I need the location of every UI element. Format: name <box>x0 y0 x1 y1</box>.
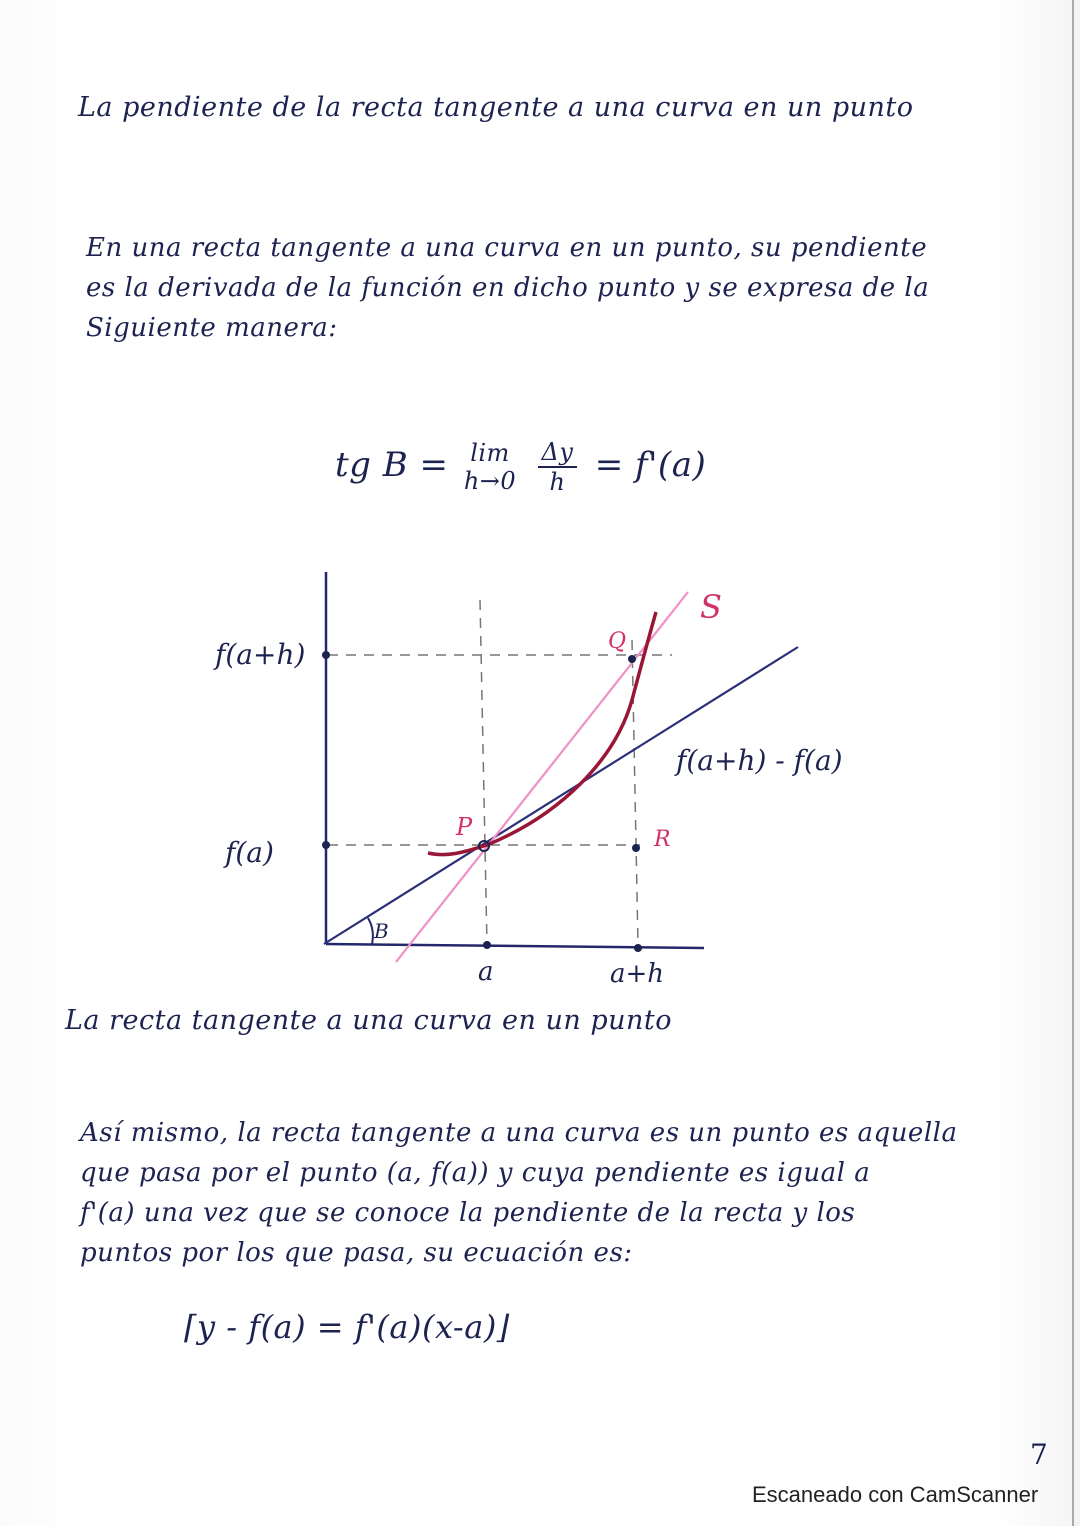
guide-a <box>480 600 487 945</box>
label-ah: a+h <box>610 959 665 989</box>
scanner-watermark: Escaneado con CamScanner <box>752 1482 1039 1507</box>
point-r <box>632 844 640 852</box>
page-number: 7 <box>1030 1438 1049 1471</box>
formula-rhs: = f'(a) <box>594 445 707 485</box>
point-fa-axis <box>322 841 330 849</box>
point-q <box>628 655 636 663</box>
figure-caption: La recta tangente a una curva en un punto <box>65 1005 673 1036</box>
paragraph-line: puntos por los que pasa, su ecuación es: <box>80 1238 633 1268</box>
label-fa: f(a) <box>225 836 274 869</box>
paragraph-line: que pasa por el punto (a, f(a)) y cuya pendiente es igual a <box>80 1158 871 1188</box>
limit-word: lim <box>470 439 510 467</box>
label-angle: B <box>374 919 389 943</box>
fraction-denominator: h <box>549 468 566 496</box>
label-p: P <box>456 813 473 841</box>
label-a: a <box>478 957 494 987</box>
paragraph-line: Así mismo, la recta tangente a una curva es un punto es aquella <box>80 1118 958 1148</box>
section-heading: La pendiente de la recta tangente a una curva en un punto <box>78 92 914 123</box>
x-axis <box>326 944 704 948</box>
secant-line <box>396 592 688 962</box>
paragraph-line: es la derivada de la función en dicho punto y se expresa de la <box>86 273 930 303</box>
point-ah-axis <box>634 944 642 952</box>
paragraph-line: f'(a) una vez que se conoce la pendiente de la recta y los <box>80 1198 856 1228</box>
point-a-axis <box>483 941 491 949</box>
label-q: Q <box>608 629 627 654</box>
tangent-line-equation: ⌈y - f(a) = f'(a)(x-a)⌋ <box>184 1308 510 1346</box>
tangent-line <box>324 647 798 944</box>
point-fah-axis <box>322 651 330 659</box>
limit-subscript: h→0 <box>463 467 517 495</box>
paragraph-equation <box>80 1113 957 1273</box>
paragraph-line: Siguiente manera: <box>86 313 338 343</box>
label-fah: f(a+h) <box>215 638 306 671</box>
label-difference: f(a+h) - f(a) <box>676 744 843 777</box>
fraction-numerator: Δy <box>538 438 578 468</box>
formula-lhs: tg B = <box>335 445 449 485</box>
paragraph-line: En una recta tangente a una curva en un punto, su pendiente <box>86 233 928 263</box>
angle-arc <box>368 918 373 944</box>
label-secant: S <box>700 588 722 626</box>
label-r: R <box>654 827 671 852</box>
